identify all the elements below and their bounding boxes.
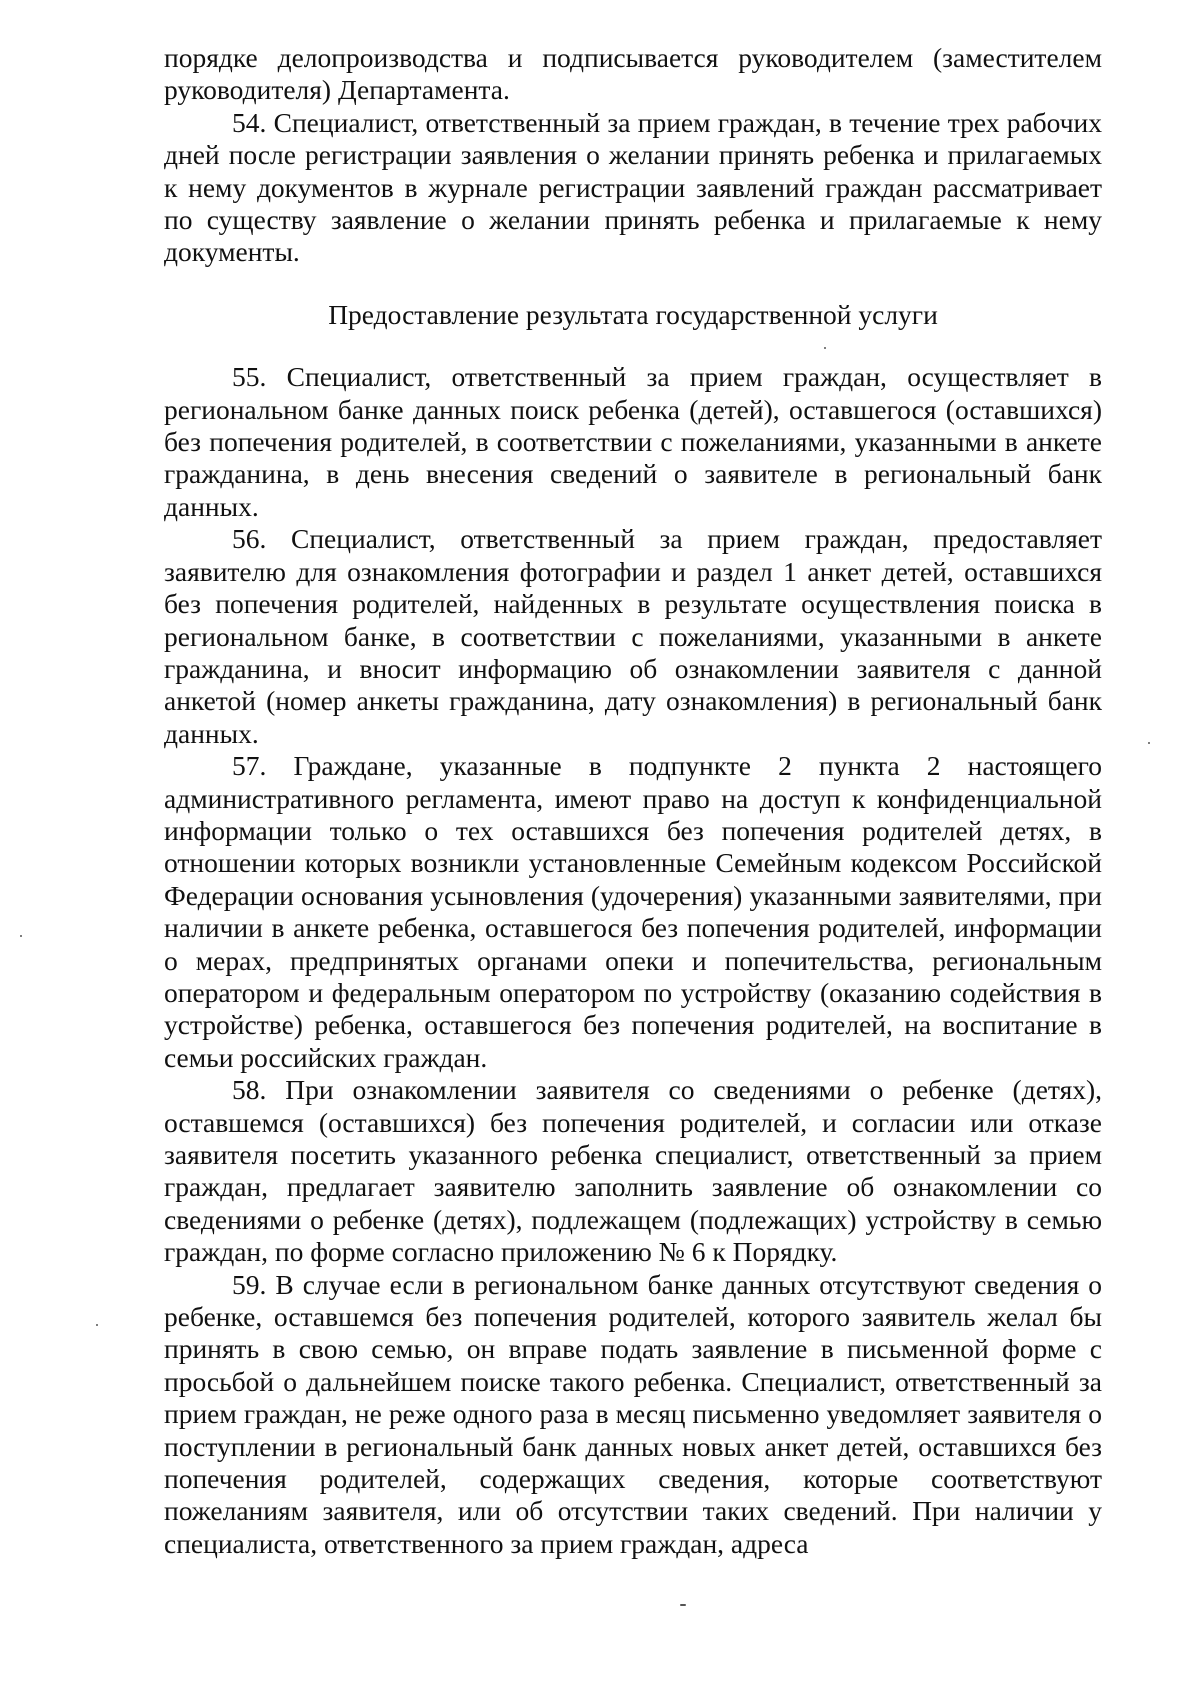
paragraph-54: 54. Специалист, ответственный за прием граждан, в течение трех рабочих дней после регистрации заявления о желании принять ребенка и прилагаемых к нему документов в журнале регистрации заявлений граждан рассматривает по существу заявление о желании принять ребенка и прилагаемые к нему документы. xyxy=(164,106,1102,268)
paragraph-58: 58. При ознакомлении заявителя со сведениями о ребенке (детях), оставшемся (оставшихся) без попечения родителей, и согласии или отказе заявителя посетить указанного ребенка специалист, ответственный за прием граждан, предлагает заявителю заполнить заявление об ознакомлении со сведениями о ребенке (детях), подлежащем (подлежащих) устройству в семью граждан, по форме согласно приложению № 6 к Порядку. xyxy=(164,1074,1102,1268)
paragraph-57: 57. Граждане, указанные в подпункте 2 пункта 2 настоящего административного регламента, имеют право на доступ к конфиденциальной информации только о тех оставшихся без попечения родителей детях, в отношении которых возникли установленные Семейным кодексом Российской Федерации основания усыновления (удочерения) указанными заявителями, при наличии в анкете ребенка, оставшегося без попечения родителей, информации о мерах, предпринятых органами опеки и попечительства, региональным оператором и федеральным оператором по устройству (оказанию содействия в устройстве) ребенка, оставшегося без попечения родителей, на воспитание в семьи российских граждан. xyxy=(164,750,1102,1073)
scan-speck xyxy=(680,1604,686,1606)
paragraph-55: 55. Специалист, ответственный за прием граждан, осуществляет в региональном банке данных поиск ребенка (детей), оставшегося (оставшихся) без попечения родителей, в соответствии с пожеланиями, указанными в анкете гражданина, в день внесения сведений о заявителе в региональный банк данных. xyxy=(164,361,1102,522)
paragraph-56: 56. Специалист, ответственный за прием граждан, предоставляет заявителю для ознакомления фотографии и раздел 1 анкет детей, оставшихся без попечения родителей, найденных в результате осуществления поиска в региональном банке, в соответствии с пожеланиями, указанными в анкете гражданина, и вносит информацию об ознакомлении заявителя с данной анкетой (номер анкеты гражданина, дату ознакомления) в региональный банк данных. xyxy=(164,523,1102,749)
paragraph-59: 59. В случае если в региональном банке данных отсутствуют сведения о ребенке, оставшемся без попечения родителей, которого заявитель желал бы принять в свою семью, он вправе подать заявление в письменной форме с просьбой о дальнейшем поиске такого ребенка. Специалист, ответственный за прием граждан, не реже одного раза в месяц письменно уведомляет заявителя о поступлении в региональный банк данных новых анкет детей, оставшихся без попечения родителей, содержащих сведения, которые соответствуют пожеланиям заявителя, или об отсутствии таких сведений. При наличии у специалиста, ответственного за прием граждан, адреса xyxy=(164,1268,1102,1559)
scan-speck xyxy=(96,1324,98,1326)
document-page xyxy=(164,42,1102,1560)
section-heading: Предоставление результата государственной услуги xyxy=(328,298,938,330)
scan-speck xyxy=(20,935,22,937)
paragraph-continued: порядке делопроизводства и подписывается руководителем (заместителем руководителя) Департамента. xyxy=(164,42,1102,106)
scan-speck xyxy=(1148,742,1150,744)
scan-speck xyxy=(824,347,826,349)
